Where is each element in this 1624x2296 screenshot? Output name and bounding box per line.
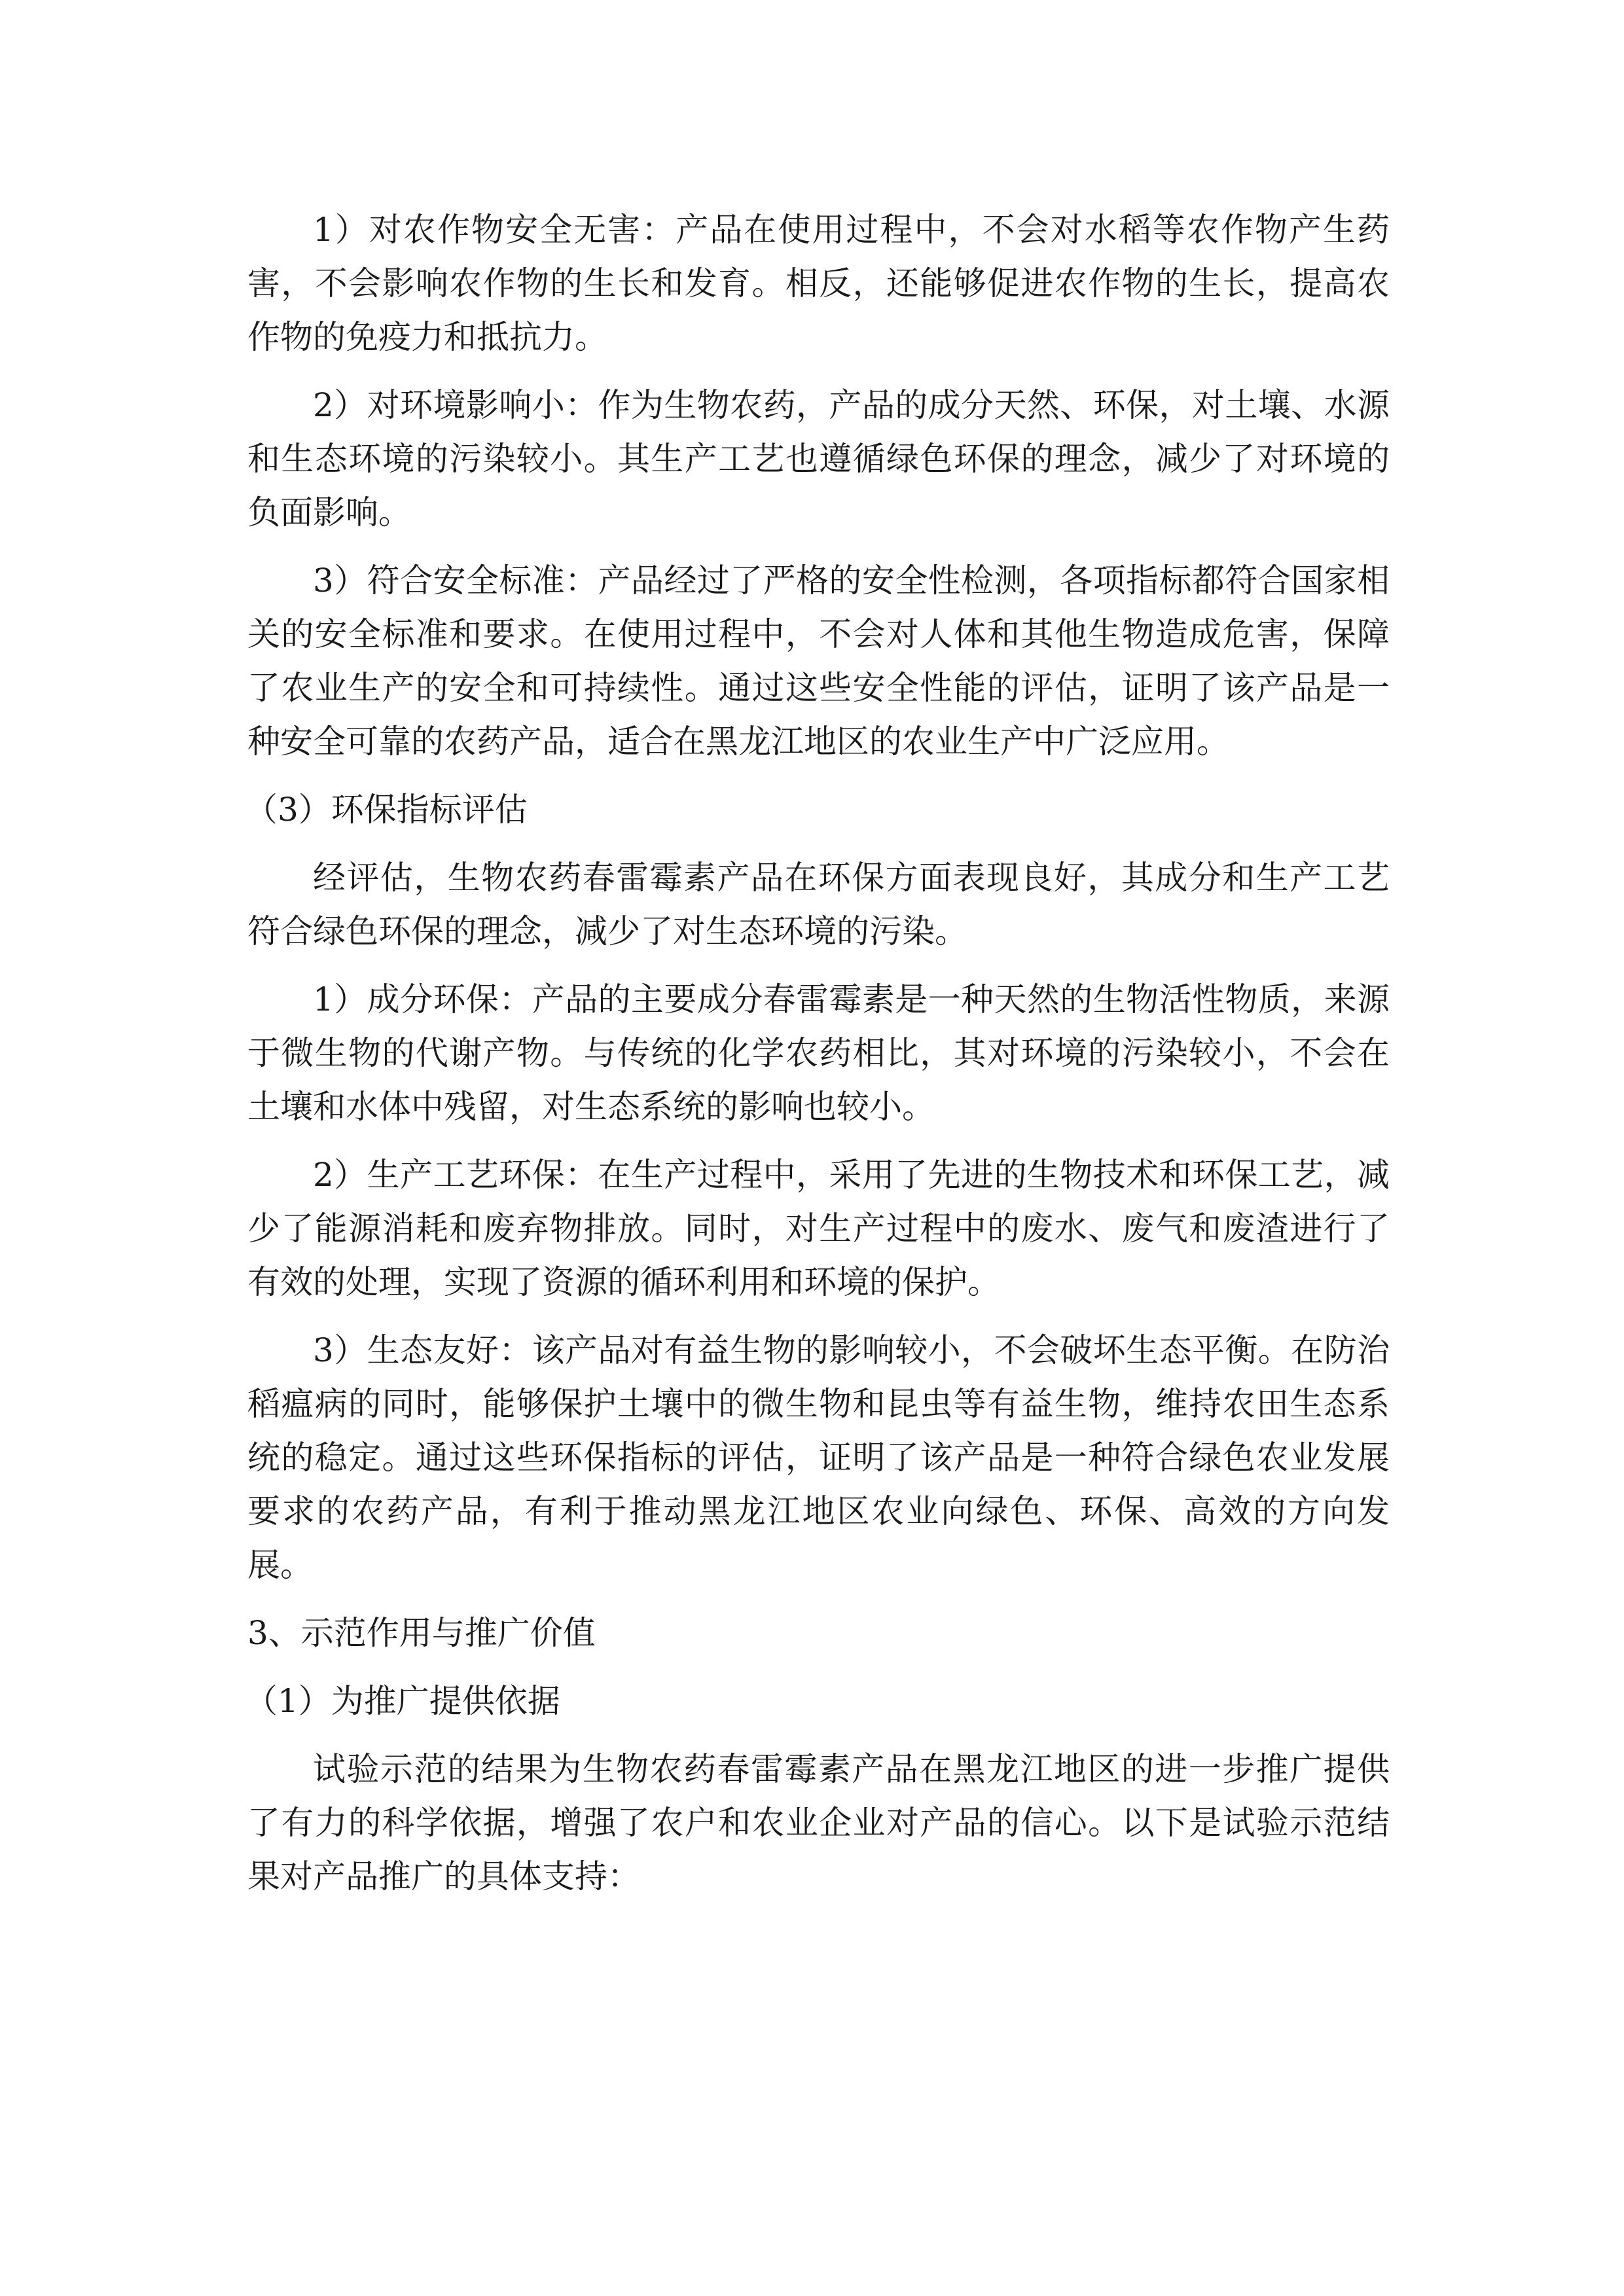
paragraph-assessment-summary: 经评估，生物农药春雷霉素产品在环保方面表现良好，其成分和生产工艺符合绿色环保的理念，减少了对生态环境的污染。 — [247, 859, 1390, 950]
subheading-environmental-assessment: （3）环保指标评估 — [245, 791, 528, 829]
subheading-promotion-basis: （1）为推广提供依据 — [245, 1682, 560, 1720]
paragraph-crop-safety: 1）对农作物安全无害：产品在使用过程中，不会对水稻等农作物产生药害，不会影响农作物的生长和发育。相反，还能够促进农作物的生长，提高农作物的免疫力和抵抗力。 — [247, 211, 1390, 356]
section-heading-demonstration: 3、示范作用与推广价值 — [247, 1614, 596, 1652]
paragraph-ingredient-eco: 1）成分环保：产品的主要成分春雷霉素是一种天然的生物活性物质，来源于微生物的代谢产物。与传统的化学农药相比，其对环境的污染较小，不会在土壤和水体中残留，对生态系统的影响也较小。 — [247, 980, 1390, 1126]
paragraph-promotion-support: 试验示范的结果为生物农药春雷霉素产品在黑龙江地区的进一步推广提供了有力的科学依据，增强了农户和农业企业对产品的信心。以下是试验示范结果对产品推广的具体支持： — [247, 1750, 1390, 1895]
paragraph-process-eco: 2）生产工艺环保：在生产过程中，采用了先进的生物技术和环保工艺，减少了能源消耗和废弃物排放。同时，对生产过程中的废水、废气和废渣进行了有效的处理，实现了资源的循环利用和环境的保护。 — [247, 1156, 1390, 1301]
paragraph-safety-standards: 3）符合安全标准：产品经过了严格的安全性检测，各项指标都符合国家相关的安全标准和要求。在使用过程中，不会对人体和其他生物造成危害，保障了农业生产的安全和可持续性。通过这些安全性能的评估，证明了该产品是一种安全可靠的农药产品，适合在黑龙江地区的农业生产中广泛应用。 — [247, 562, 1390, 761]
document-page — [247, 203, 1390, 1918]
paragraph-environment-impact: 2）对环境影响小：作为生物农药，产品的成分天然、环保，对土壤、水源和生态环境的污染较小。其生产工艺也遵循绿色环保的理念，减少了对环境的负面影响。 — [247, 386, 1390, 531]
paragraph-ecology-friendly: 3）生态友好：该产品对有益生物的影响较小，不会破坏生态平衡。在防治稻瘟病的同时，能够保护土壤中的微生物和昆虫等有益生物，维持农田生态系统的稳定。通过这些环保指标的评估，证明了该产品是一种符合绿色农业发展要求的农药产品，有利于推动黑龙江地区农业向绿色、环保、高效的方向发展。 — [247, 1331, 1390, 1584]
